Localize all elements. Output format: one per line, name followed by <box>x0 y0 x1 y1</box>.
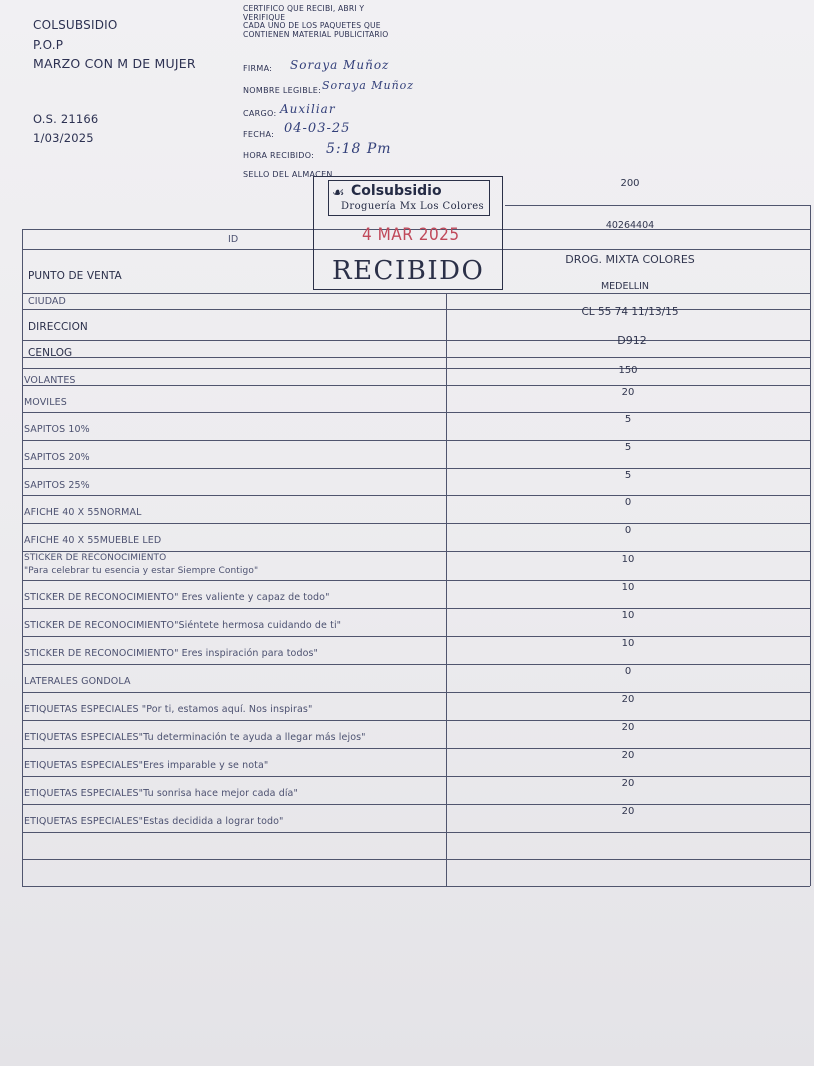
id-label: ID <box>228 234 239 245</box>
store-stamp <box>313 176 503 290</box>
table-rule <box>22 608 810 609</box>
item-quantity: 0 <box>624 666 632 677</box>
table-right-border <box>810 205 811 886</box>
received-time-value: 5:18 Pm <box>326 141 392 157</box>
legible-name-value: Soraya Muñoz <box>322 79 415 92</box>
table-rule <box>22 340 810 341</box>
item-label: SAPITOS 25% <box>24 479 90 491</box>
item-quantity: 150 <box>618 364 638 376</box>
certificate-line: VERIFIQUE <box>243 12 286 22</box>
certificate-text <box>243 5 388 39</box>
item-label: ETIQUETAS ESPECIALES"Tu determinación te ayuda a llegar más lejos" <box>24 732 366 743</box>
cenlog-label: CENLOG <box>28 347 73 359</box>
item-label: LATERALES GONDOLA <box>24 676 131 687</box>
table-rule <box>505 205 810 206</box>
table-rule <box>22 664 810 665</box>
item-label-subtitle: "Para celebrar tu esencia y estar Siempre Contigo" <box>24 566 259 576</box>
item-label: VOLANTES <box>24 374 76 386</box>
item-label: MOVILES <box>24 396 67 408</box>
certificate-line: CONTIENEN MATERIAL PUBLICITARIO <box>243 29 389 39</box>
item-label: ETIQUETAS ESPECIALES"Estas decidida a lograr todo" <box>24 816 284 827</box>
stamp-branch: Droguería Mx Los Colores <box>341 201 485 212</box>
order-date: 1/03/2025 <box>33 131 94 145</box>
table-middle-divider <box>446 293 447 886</box>
pop-label: P.O.P <box>33 38 64 52</box>
order-number: O.S. 21166 <box>33 112 99 126</box>
item-label: ETIQUETAS ESPECIALES"Tu sonrisa hace mejor cada día" <box>24 788 298 799</box>
company-name: COLSUBSIDIO <box>33 18 118 32</box>
item-quantity: 20 <box>621 778 635 789</box>
item-label: ETIQUETAS ESPECIALES"Eres imparable y se nota" <box>24 760 269 771</box>
table-rule <box>22 692 810 693</box>
city-value: MEDELLIN <box>600 281 649 292</box>
date-label: FECHA: <box>243 130 275 139</box>
stamp-header-box <box>328 180 490 216</box>
table-rule <box>22 832 810 833</box>
item-label: STICKER DE RECONOCIMIENTO <box>24 553 167 563</box>
id-value: 40264404 <box>605 220 655 231</box>
city-label: CIUDAD <box>28 296 66 307</box>
table-left-border <box>22 229 23 886</box>
cenlog-value: D912 <box>617 334 647 347</box>
campaign-title: MARZO CON M DE MUJER <box>33 56 196 71</box>
table-rule <box>22 804 810 805</box>
address-value: CL 55 74 11/13/15 <box>581 306 679 318</box>
legible-name-label: NOMBRE LEGIBLE: <box>243 86 322 95</box>
item-quantity: 20 <box>621 806 635 817</box>
table-rule <box>22 357 810 358</box>
store-seal-label: SELLO DEL ALMACEN <box>243 170 333 179</box>
colsubsidio-logo-icon: ☙ <box>332 185 345 201</box>
item-label: SAPITOS 20% <box>24 452 90 463</box>
table-rule <box>22 468 810 469</box>
item-label: STICKER DE RECONOCIMIENTO" Eres valiente y capaz de todo" <box>24 592 330 603</box>
table-rule <box>22 720 810 721</box>
item-label: ETIQUETAS ESPECIALES "Por ti, estamos aquí. Nos inspiras" <box>24 704 313 715</box>
received-time-label: HORA RECIBIDO: <box>243 151 315 160</box>
signature-value: Soraya Muñoz <box>290 58 390 72</box>
item-quantity: 0 <box>624 497 632 508</box>
item-label: STICKER DE RECONOCIMIENTO"Siéntete hermosa cuidando de ti" <box>24 620 342 631</box>
item-quantity: 10 <box>621 553 635 565</box>
table-rule <box>22 748 810 749</box>
certificate-line: CERTIFICO QUE RECIBI, ABRI Y <box>243 4 365 13</box>
table-rule <box>22 636 810 637</box>
table-rule <box>22 523 810 524</box>
item-quantity: 5 <box>624 469 632 481</box>
table-rule <box>22 551 810 552</box>
table-rule <box>22 368 810 369</box>
item-label: STICKER DE RECONOCIMIENTO" Eres inspiración para todos" <box>24 648 319 659</box>
table-rule <box>22 293 810 294</box>
table-rule <box>22 776 810 777</box>
table-rule <box>22 886 810 887</box>
position-value: Auxiliar <box>280 102 336 116</box>
header-count-value: 200 <box>620 178 640 189</box>
item-quantity: 10 <box>621 610 635 621</box>
table-rule <box>22 580 810 581</box>
point-of-sale-value: DROG. MIXTA COLORES <box>565 253 695 266</box>
signature-label: FIRMA: <box>243 64 273 73</box>
stamp-brand: Colsubsidio <box>351 183 442 199</box>
item-quantity: 0 <box>624 525 632 536</box>
stamp-date: 4 MAR 2025 <box>362 225 460 245</box>
table-rule <box>22 859 810 860</box>
item-label: AFICHE 40 X 55MUEBLE LED <box>24 535 162 546</box>
item-quantity: 10 <box>621 638 635 649</box>
stamp-received: RECIBIDO <box>332 256 485 286</box>
table-rule <box>22 385 810 386</box>
item-quantity: 5 <box>624 414 632 425</box>
item-quantity: 10 <box>621 582 635 593</box>
certificate-line: CADA UNO DE LOS PAQUETES QUE <box>243 21 381 31</box>
item-quantity: 20 <box>621 694 635 705</box>
position-label: CARGO: <box>243 109 277 118</box>
item-quantity: 5 <box>624 442 632 453</box>
item-label: SAPITOS 10% <box>24 424 90 435</box>
table-rule <box>22 440 810 441</box>
date-value: 04-03-25 <box>284 121 351 136</box>
address-label: DIRECCION <box>28 321 88 333</box>
point-of-sale-label: PUNTO DE VENTA <box>28 270 122 282</box>
item-quantity: 20 <box>621 750 635 761</box>
item-quantity: 20 <box>621 722 635 733</box>
table-rule <box>22 495 810 496</box>
item-label: AFICHE 40 X 55NORMAL <box>24 507 142 518</box>
table-rule <box>22 412 810 413</box>
item-quantity: 20 <box>621 386 635 398</box>
